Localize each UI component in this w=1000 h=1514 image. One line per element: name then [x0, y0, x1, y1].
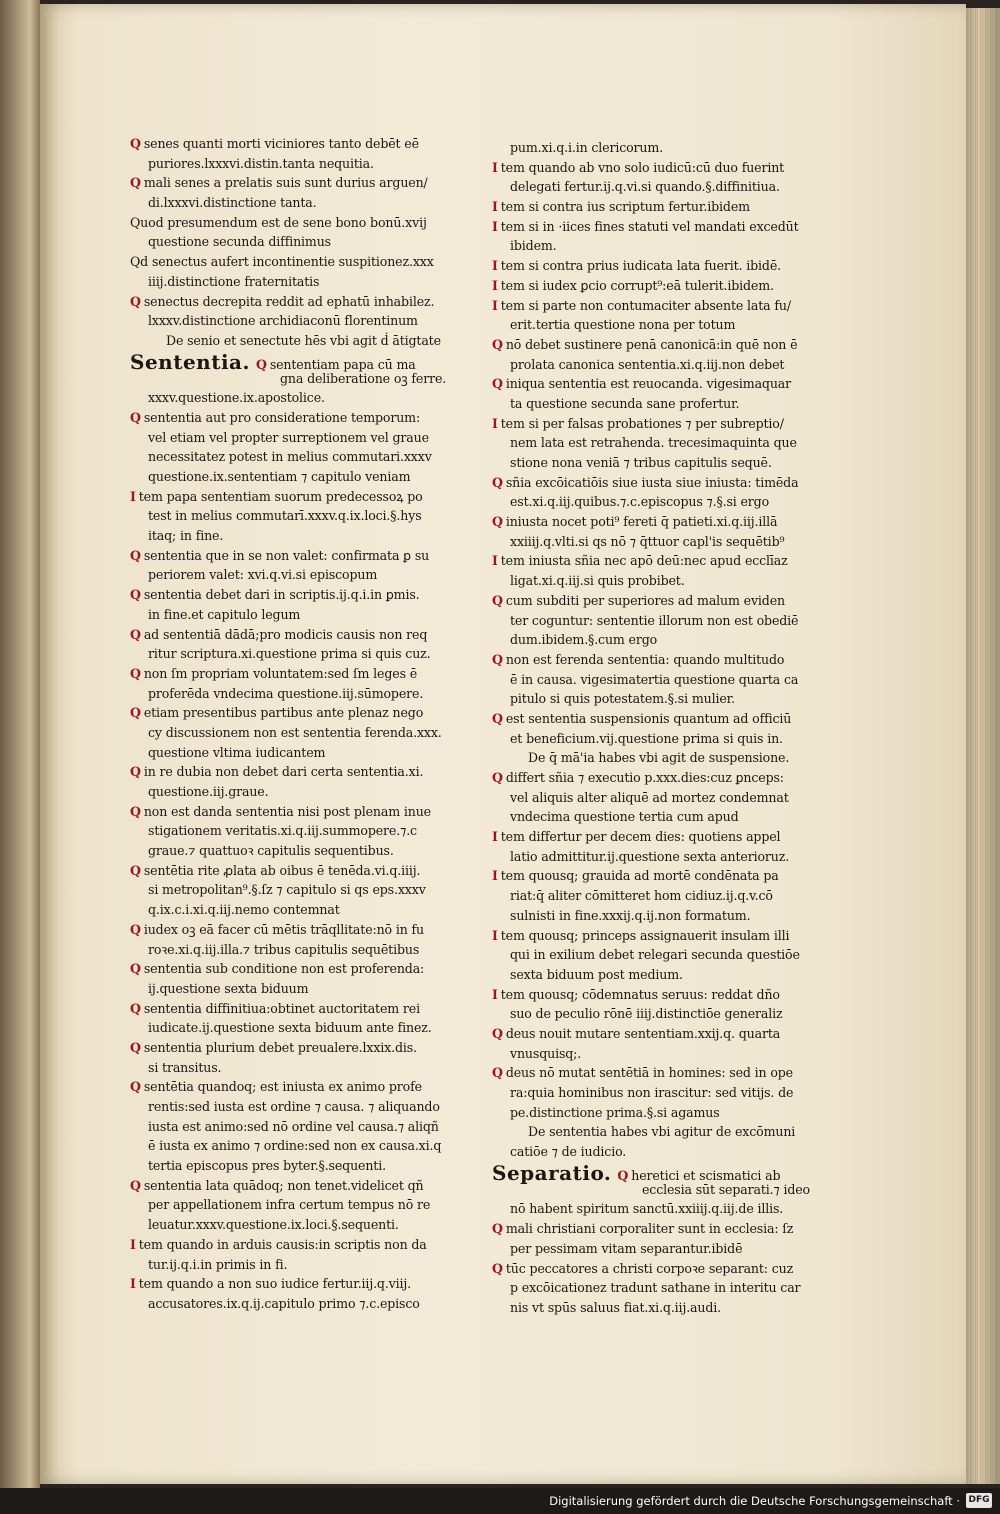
- text-line: [492, 985, 832, 1005]
- text-line: [130, 526, 470, 546]
- line-text: tem si parte non contumaciter absente lata fu/: [500, 297, 791, 313]
- line-text: iiij.distinctione fraternitatis: [148, 273, 320, 289]
- line-text: non ſm propriam voluntatem:sed ſm leges ē: [143, 665, 418, 681]
- line-text: iudex oꝫ eā facer cū mētis trāqllitate:nō in fu: [143, 921, 425, 937]
- initial-letter: Q: [492, 514, 503, 530]
- line-text: est.xi.q.iij.quibus.⁊.c.episcopus ⁊.§.si ergo: [510, 494, 770, 510]
- initial-letter: I: [492, 258, 498, 274]
- line-text: di.lxxxvi.distinctione tanta.: [148, 195, 317, 211]
- text-line: [130, 1176, 470, 1196]
- text-line: [492, 709, 832, 729]
- text-line: [130, 506, 470, 526]
- text-line: [130, 723, 470, 743]
- text-line: [130, 487, 470, 507]
- line-text: si metropolitan⁹.§.ſz ⁊ capitulo si qs eps.xxxv: [148, 882, 426, 898]
- text-line: [492, 315, 832, 335]
- text-line: [492, 788, 832, 808]
- text-line: [130, 546, 470, 566]
- line-text: q.ix.c.i.xi.q.iij.nemo contemnat: [148, 902, 340, 918]
- line-text: in re dubia non debet dari certa sententia.xi.: [143, 764, 424, 780]
- text-line: [492, 473, 832, 493]
- line-text: est sententia suspensionis quantum ad officiū: [505, 710, 792, 726]
- initial-letter: I: [492, 277, 498, 293]
- line-text: sententia sub conditione non est proferenda:: [143, 961, 425, 977]
- line-text: De senio et senectute hēs vbi agit ḋ ātigtate: [166, 332, 441, 348]
- line-text: De q̄ mā'ia habes vbi agit de suspensione.: [528, 750, 790, 766]
- line-text: iniqua sententia est reuocanda. vigesimaquar: [505, 376, 792, 392]
- initial-letter: Q: [492, 376, 503, 392]
- text-line: [492, 847, 832, 867]
- text-line: [130, 173, 470, 193]
- text-line: [130, 1097, 470, 1117]
- text-line: [130, 684, 470, 704]
- line-text: per appellationem infra certum tempus nō re: [148, 1197, 431, 1213]
- initial-letter: Q: [492, 474, 503, 490]
- text-line: [130, 841, 470, 861]
- text-line: [492, 1239, 832, 1259]
- line-text: pe.distinctione prima.§.si agamus: [510, 1104, 720, 1120]
- text-line: [492, 512, 832, 532]
- text-line: [492, 591, 832, 611]
- line-text: tem quousq; princeps assignauerit insulam illi: [500, 927, 790, 943]
- text-line: [130, 880, 470, 900]
- text-line: [492, 1083, 832, 1103]
- line-text: necessitatez potest in melius commutari.xxxv: [148, 449, 432, 465]
- initial-letter: Q: [130, 136, 141, 151]
- dfg-logo: DFG: [966, 1493, 992, 1508]
- text-line: [130, 193, 470, 213]
- text-line: [130, 900, 470, 920]
- line-text: pitulo si quis potestatem.§.si mulier.: [510, 691, 735, 707]
- text-line: [492, 768, 832, 788]
- initial-letter: Q: [130, 1000, 141, 1016]
- text-line: [492, 355, 832, 375]
- line-text: vnusquisq;.: [510, 1045, 582, 1061]
- footer-bar: [0, 1488, 1000, 1514]
- line-text: questione secunda diffinimus: [148, 234, 331, 250]
- line-text: ibidem.: [510, 238, 557, 254]
- text-line: [492, 236, 832, 256]
- text-line: [492, 945, 832, 965]
- text-line: [492, 453, 832, 473]
- line-text: erit.tertia questione nona per totum: [510, 317, 736, 333]
- text-line: [130, 311, 470, 331]
- line-text: senectus decrepita reddit ad ephatū inhabilez.: [143, 293, 435, 309]
- text-line: [492, 748, 832, 768]
- line-text: sentētia rite ꝓlata ab oibus ē tenēda.vi.q.iiij.: [143, 862, 421, 878]
- line-text: non est danda sententia nisi post plenam inue: [143, 803, 431, 819]
- line-text: deus nouit mutare sententiam.xxij.q. quarta: [505, 1025, 781, 1041]
- text-line: [130, 232, 470, 252]
- initial-letter: Q: [130, 862, 141, 878]
- text-line: [492, 1278, 832, 1298]
- line-text: sententia diffinitiua:obtinet auctoritatem rei: [143, 1000, 420, 1016]
- line-text: riat:q̄ aliter cōmitteret hom cidiuz.ij.q.v.cō: [510, 888, 773, 904]
- line-text: questione.ix.sententiam ⁊ capitulo veniam: [148, 469, 411, 484]
- line-text: tem si iudex ꝑcio corrupt⁹:eā tulerit.ibidem.: [500, 277, 774, 293]
- text-line: [492, 532, 832, 552]
- line-text: in fine.et capitulo legum: [148, 606, 301, 622]
- text-line: [130, 1038, 470, 1058]
- rubric-continuation: gna deliberatione oꝫ ferre.: [280, 370, 447, 386]
- line-text: sexta biduum post medium.: [510, 966, 683, 982]
- initial-letter: Q: [130, 175, 141, 191]
- text-line: [492, 138, 832, 158]
- section-rubric: Separatio.: [492, 1161, 612, 1184]
- initial-letter: Q: [492, 710, 503, 726]
- initial-letter: I: [492, 829, 498, 845]
- line-text: Qd senectus aufert incontinentie suspitionez.xxx: [130, 254, 434, 270]
- line-text: vel aliquis alter aliquē ad mortez condemnat: [510, 789, 789, 805]
- initial-letter: Q: [492, 1025, 503, 1041]
- right-text-column: [492, 138, 832, 1318]
- initial-letter: Q: [130, 1177, 141, 1193]
- text-line: [492, 689, 832, 709]
- line-text: iudicate.ij.questione sexta biduum ante finez.: [148, 1020, 432, 1036]
- text-line: [492, 670, 832, 690]
- initial-letter: Q: [492, 1260, 503, 1276]
- initial-letter: Q: [492, 1221, 503, 1237]
- line-text: sententia que in se non valet: confirmata ꝑ su: [143, 547, 430, 563]
- line-text: ligat.xi.q.iij.si quis probibet.: [510, 573, 685, 589]
- line-text: sententia lata quādoq; non tenet.videlicet qñ: [143, 1177, 424, 1193]
- line-text: tem iniusta sñia nec apō deū:nec apud ecclīaz: [500, 553, 788, 569]
- text-line: [492, 611, 832, 631]
- text-line: [130, 447, 470, 467]
- text-line: [130, 565, 470, 585]
- initial-letter: Q: [130, 803, 141, 819]
- text-line: [130, 292, 470, 312]
- text-line: [492, 1298, 832, 1318]
- line-text: Quod presumendum est de sene bono bonū.xvij: [130, 214, 427, 230]
- line-text: p excōicationez tradunt sathane in interitu car: [510, 1280, 801, 1296]
- initial-letter: I: [492, 986, 498, 1002]
- line-text: suo de peculio rōnē iiij.distinctiōe generaliz: [510, 1006, 783, 1022]
- initial-letter: Q: [130, 626, 141, 642]
- line-text: ij.questione sexta biduum: [148, 980, 309, 996]
- text-line: [130, 1215, 470, 1235]
- text-line: [130, 1235, 470, 1255]
- line-text: vel etiam vel propter surreptionem vel graue: [148, 429, 429, 445]
- text-line: [130, 467, 470, 487]
- initial-letter: Q: [130, 547, 141, 563]
- initial-letter: I: [492, 868, 498, 884]
- text-line: [492, 650, 832, 670]
- line-text: tem quousq; grauida ad mortē condēnata pa: [500, 868, 779, 884]
- line-text: De sententia habes vbi agitur de excōmuni: [528, 1124, 796, 1140]
- line-text: iniusta nocet poti⁹ fereti q̄ patieti.xi.q.iij.illā: [505, 514, 778, 530]
- line-text: sententia debet dari in scriptis.ij.q.i.in ꝑmis.: [143, 587, 420, 603]
- text-line: [130, 1117, 470, 1137]
- line-text: nō debet sustinere penā canonicā:in quē non ē: [505, 336, 798, 352]
- text-line: [130, 213, 470, 233]
- initial-letter: Q: [130, 705, 141, 721]
- text-line: [492, 256, 832, 276]
- line-text: sententia aut pro consideratione temporum:: [143, 409, 421, 425]
- text-line: [130, 920, 470, 940]
- text-line: [130, 802, 470, 822]
- text-line: [492, 630, 832, 650]
- left-page-edge: [0, 0, 40, 1488]
- text-line: [492, 177, 832, 197]
- text-line: [130, 664, 470, 684]
- line-text: accusatores.ix.q.ij.capitulo primo ⁊.c.episco: [148, 1295, 420, 1311]
- line-text: heretici et scismatici ab: [631, 1167, 781, 1183]
- line-text: etiam presentibus partibus ante plenaz nego: [143, 705, 424, 721]
- text-line: [492, 965, 832, 985]
- line-text: senes quanti morti viciniores tanto debēt eē: [143, 136, 419, 151]
- initial-letter: I: [130, 1236, 136, 1252]
- text-line: [492, 906, 832, 926]
- line-text: periorem valet: xvi.q.vi.si episcopum: [148, 567, 378, 583]
- book-page: [40, 4, 966, 1484]
- line-text: mali christiani corporaliter sunt in ecclesia: ſz: [505, 1221, 794, 1237]
- text-line: [492, 886, 832, 906]
- initial-letter: Q: [130, 1039, 141, 1055]
- line-text: tem quando in arduis causis:in scriptis non da: [138, 1236, 427, 1252]
- line-text: nō habent spiritum sanctū.xxiiij.q.iij.de illis.: [510, 1201, 784, 1217]
- text-line: [130, 1136, 470, 1156]
- page-stack-shadow: [966, 8, 1000, 1484]
- initial-letter: I: [492, 927, 498, 943]
- line-text: ē in causa. vigesimatertia questione quarta ca: [510, 671, 799, 687]
- text-line: [492, 1219, 832, 1239]
- text-line: [492, 276, 832, 296]
- initial-letter: Q: [130, 921, 141, 937]
- line-text: tūc peccatores a christi corpoꝛe separant: cuz: [505, 1260, 794, 1276]
- line-text: ad sententiā dādā;pro modicis causis non req: [143, 626, 428, 642]
- line-text: sententiam papa cū ma: [269, 356, 416, 372]
- initial-letter: Q: [492, 770, 503, 785]
- line-text: ta questione secunda sane profertur.: [510, 395, 740, 411]
- line-text: nem lata est retrahenda. trecesimaquinta que: [510, 435, 797, 451]
- section-rubric: Sententia.: [130, 350, 250, 373]
- text-line: [492, 492, 832, 512]
- text-line: [492, 866, 832, 886]
- initial-letter: Q: [130, 764, 141, 780]
- initial-letter: Q: [255, 356, 267, 372]
- initial-letter: Q: [492, 336, 503, 352]
- line-text: tem si per falsas probationes ⁊ per subreptio/: [500, 415, 784, 431]
- line-text: deus nō mutat sentētiā in homines: sed in ope: [505, 1065, 793, 1081]
- text-line: [492, 433, 832, 453]
- initial-letter: Q: [130, 665, 141, 681]
- text-line: [492, 729, 832, 749]
- line-text: graue.⁊ quattuoꝛ capitulis sequentibus.: [148, 843, 394, 859]
- line-text: tem papa sententiam suorum predecessoꝝ po: [138, 488, 423, 504]
- text-line: [130, 585, 470, 605]
- funding-notice: Digitalisierung gefördert durch die Deutsche Forschungsgemeinschaft ·: [549, 1494, 960, 1508]
- text-line: [130, 331, 470, 351]
- line-text: iusta est animo:sed nō ordine vel causa.⁊ aliqñ: [148, 1118, 439, 1134]
- text-line: [130, 999, 470, 1019]
- initial-letter: Q: [492, 651, 503, 667]
- text-line: [130, 1058, 470, 1078]
- text-line: [492, 217, 832, 237]
- line-text: xxiiij.q.vlti.si qs nō ⁊ q̄ttuor capl'is sequētib⁹: [510, 533, 785, 549]
- line-text: puriores.lxxxvi.distin.tanta nequitia.: [148, 155, 374, 171]
- initial-letter: I: [492, 218, 498, 234]
- line-text: tem si contra prius iudicata lata fuerit. ibidē.: [500, 258, 781, 274]
- line-text: prolata canonica sententia.xi.q.iij.non debet: [510, 356, 785, 372]
- text-line: [492, 571, 832, 591]
- line-text: itaq; in fine.: [148, 528, 224, 544]
- line-text: vndecima questione tertia cum apud: [510, 809, 739, 825]
- line-text: questione.iij.graue.: [148, 784, 269, 799]
- line-text: si transitus.: [148, 1059, 222, 1075]
- text-line: [130, 388, 470, 408]
- text-line: [130, 861, 470, 881]
- text-line: [492, 394, 832, 414]
- line-text: mali senes a prelatis suis sunt durius arguen/: [143, 175, 428, 191]
- text-line: [492, 1004, 832, 1024]
- text-line: [130, 428, 470, 448]
- line-text: ē iusta ex animo ⁊ ordine:sed non ex causa.xi.q: [148, 1138, 442, 1154]
- text-line: [130, 154, 470, 174]
- text-line: [492, 158, 832, 178]
- line-text: cum subditi per superiores ad malum eviden: [505, 592, 785, 608]
- text-line: [130, 1195, 470, 1215]
- initial-letter: I: [130, 488, 136, 504]
- text-line: [492, 1199, 832, 1219]
- initial-letter: Q: [492, 1065, 503, 1081]
- text-line: [492, 374, 832, 394]
- text-line: [492, 827, 832, 847]
- line-text: non est ferenda sententia: quando multitudo: [505, 651, 785, 667]
- text-line: [130, 1274, 470, 1294]
- left-text-column: [130, 134, 470, 1314]
- text-line: [492, 926, 832, 946]
- line-text: questione vltima iudicantem: [148, 744, 326, 760]
- line-text: proferēda vndecima questione.iij.sūmopere.: [148, 685, 424, 701]
- text-line: [492, 1103, 832, 1123]
- line-text: roꝛe.xi.q.iij.illa.⁊ tribus capitulis sequētibus: [148, 941, 420, 957]
- text-line: [130, 743, 470, 763]
- text-line: [130, 1018, 470, 1038]
- text-line: [130, 782, 470, 802]
- text-line: [492, 414, 832, 434]
- text-line: [130, 940, 470, 960]
- initial-letter: I: [492, 415, 498, 431]
- line-text: tem quousq; cōdemnatus seruus: reddat dño: [500, 986, 780, 1002]
- text-line: [492, 1122, 832, 1142]
- line-text: tem si contra ius scriptum fertur.ibidem: [500, 199, 750, 215]
- text-line: [130, 625, 470, 645]
- initial-letter: I: [492, 199, 498, 215]
- line-text: latio admittitur.ij.questione sexta anterioruz.: [510, 848, 790, 864]
- line-text: per pessimam vitam separantur.ibidē: [510, 1240, 743, 1256]
- line-text: delegati fertur.ij.q.vi.si quando.§.diffinitiua.: [510, 179, 780, 195]
- text-line: [492, 335, 832, 355]
- line-text: qui in exilium debet relegari secunda questiōe: [510, 947, 800, 963]
- line-text: ter coguntur: sententie illorum non est obediē: [510, 612, 799, 628]
- text-line: [130, 252, 470, 272]
- text-line: [492, 197, 832, 217]
- initial-letter: Q: [492, 592, 503, 608]
- text-line: [130, 979, 470, 999]
- line-text: nis vt spūs saluus fiat.xi.q.iij.audi.: [510, 1299, 722, 1315]
- line-text: ritur scriptura.xi.questione prima si quis cuz.: [148, 646, 431, 662]
- initial-letter: Q: [130, 409, 141, 425]
- text-line: [492, 1044, 832, 1064]
- initial-letter: Q: [130, 293, 141, 309]
- line-text: rentis:sed iusta est ordine ⁊ causa. ⁊ aliquando: [148, 1099, 440, 1114]
- rubric-continuation: ecclesia sūt separati.⁊ ideo: [642, 1181, 810, 1197]
- text-line: [492, 807, 832, 827]
- initial-letter: Q: [617, 1167, 629, 1183]
- initial-letter: Q: [130, 1079, 141, 1095]
- initial-letter: Q: [130, 587, 141, 603]
- text-line: [492, 551, 832, 571]
- text-line: [492, 1024, 832, 1044]
- line-text: catiōe ⁊ de iudicio.: [510, 1144, 627, 1160]
- initial-letter: I: [130, 1276, 136, 1292]
- text-line: [492, 296, 832, 316]
- line-text: tem quando a non suo iudice fertur.iij.q.viij.: [138, 1276, 412, 1292]
- text-line: [130, 1294, 470, 1314]
- line-text: lxxxv.distinctione archidiaconū florentinum: [148, 313, 418, 329]
- text-line: [130, 703, 470, 723]
- line-text: pum.xi.q.i.in clericorum.: [510, 140, 664, 155]
- text-line: [130, 134, 470, 154]
- initial-letter: I: [492, 159, 498, 175]
- line-text: tem si in ·iices fines statuti vel mandati excedūt: [500, 218, 799, 234]
- line-text: leuatur.xxxv.questione.ix.loci.§.sequenti.: [148, 1217, 399, 1233]
- line-text: cy discussionem non est sententia ferenda.xxx.: [148, 724, 442, 740]
- text-line: [130, 821, 470, 841]
- line-text: stigationem veritatis.xi.q.iij.summopere.⁊.c: [148, 823, 417, 839]
- line-text: tem quando ab vno solo iudicū:cū duo fuerint: [500, 159, 785, 175]
- line-text: tem differtur per decem dies: quotiens appel: [500, 829, 781, 845]
- text-line: [130, 272, 470, 292]
- initial-letter: I: [492, 297, 498, 313]
- text-line: [492, 1142, 832, 1162]
- line-text: ra:quia hominibus non irascitur: sed vitijs. de: [510, 1085, 794, 1100]
- line-text: sententia plurium debet preualere.lxxix.dis.: [143, 1039, 417, 1055]
- line-text: tertia episcopus pres byter.§.sequenti.: [148, 1158, 386, 1174]
- line-text: sulnisti in fine.xxxij.q.ij.non formatum.: [510, 907, 751, 923]
- initial-letter: Q: [130, 961, 141, 977]
- line-text: tur.ij.q.i.in primis in fi.: [148, 1256, 288, 1272]
- line-text: dum.ibidem.§.cum ergo: [510, 632, 658, 648]
- line-text: sñia excōicatiōis siue iusta siue iniusta: timēda: [505, 474, 799, 490]
- text-line: [130, 1077, 470, 1097]
- text-line: [130, 762, 470, 782]
- line-text: sentētia quandoq; est iniusta ex animo profe: [143, 1079, 422, 1095]
- text-line: [492, 1063, 832, 1083]
- line-text: xxxv.questione.ix.apostolice.: [148, 390, 325, 406]
- line-text: stione nona veniā ⁊ tribus capitulis sequē.: [510, 455, 772, 470]
- text-line: [130, 1255, 470, 1275]
- line-text: et beneficium.vij.questione prima si quis in.: [510, 730, 783, 746]
- text-line: [130, 605, 470, 625]
- text-line: [130, 959, 470, 979]
- text-line: [492, 1259, 832, 1279]
- text-line: [130, 644, 470, 664]
- line-text: differt sñia ⁊ executio p.xxx.dies:cuz ꝑnceps:: [505, 770, 784, 785]
- initial-letter: I: [492, 553, 498, 569]
- text-line: [130, 408, 470, 428]
- text-line: [130, 1156, 470, 1176]
- line-text: test in melius commutarī.xxxv.q.ix.loci.§.hys: [148, 508, 422, 524]
